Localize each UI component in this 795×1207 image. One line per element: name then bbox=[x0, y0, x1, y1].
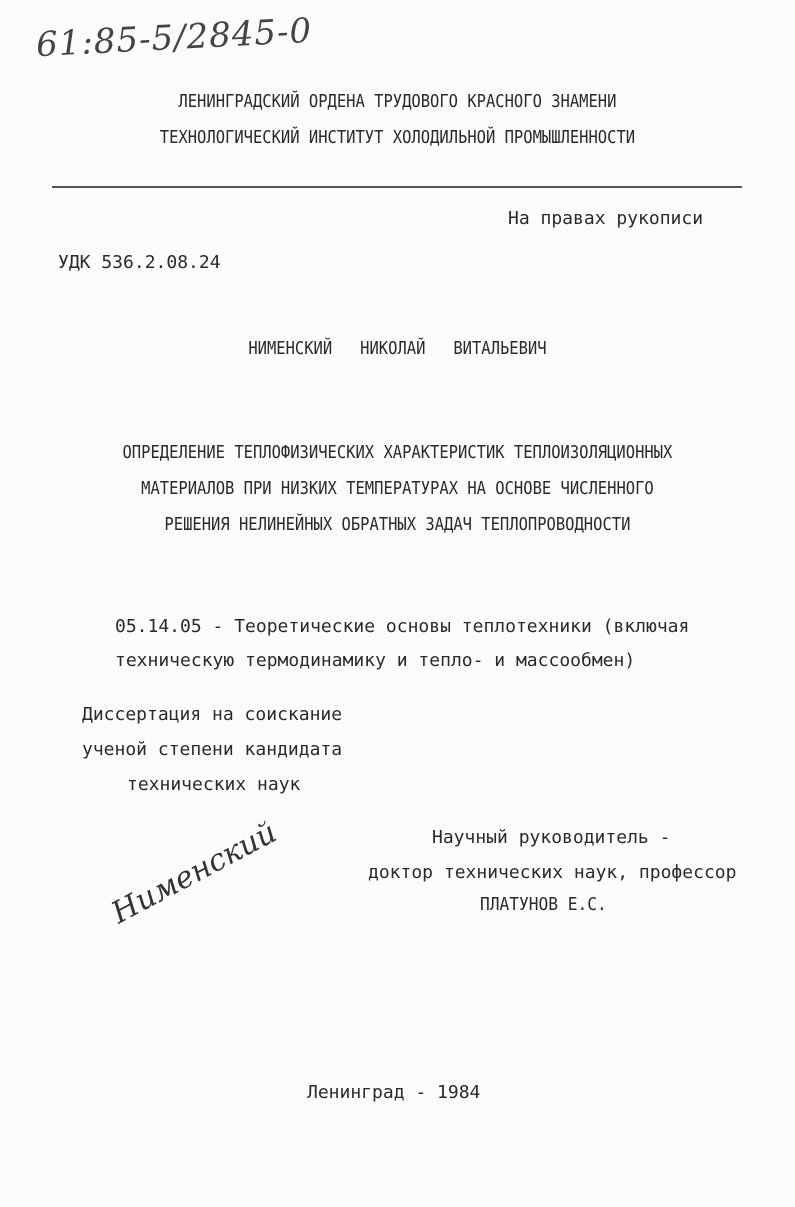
specialty-line-1: 05.14.05 - Теоретические основы теплотехники (включая bbox=[115, 616, 690, 637]
advisor-line-3: ПЛАТУНОВ Е.С. bbox=[480, 894, 607, 915]
header-divider bbox=[52, 186, 742, 188]
author-signature: Нименский bbox=[106, 814, 283, 931]
advisor-line-1: Научный руководитель - bbox=[432, 827, 671, 848]
institution-line-1: ЛЕНИНГРАДСКИЙ ОРДЕНА ТРУДОВОГО КРАСНОГО ЗНАМЕНИ bbox=[178, 91, 617, 112]
rights-notice: На правах рукописи bbox=[508, 208, 704, 229]
specialty-line-2: техническую термодинамику и тепло- и массообмен) bbox=[115, 650, 636, 671]
degree-line-3: технических наук bbox=[127, 774, 301, 795]
title-line-1: ОПРЕДЕЛЕНИЕ ТЕПЛОФИЗИЧЕСКИХ ХАРАКТЕРИСТИК ТЕПЛОИЗОЛЯЦИОННЫХ bbox=[122, 442, 673, 463]
degree-line-2: ученой степени кандидата bbox=[82, 739, 343, 760]
author-name: НИМЕНСКИЙ НИКОЛАЙ ВИТАЛЬЕВИЧ bbox=[248, 338, 547, 359]
udc-code: УДК 536.2.08.24 bbox=[58, 252, 221, 273]
advisor-line-2: доктор технических наук, профессор bbox=[368, 862, 737, 883]
archive-note: 61:85-5/2845-0 bbox=[35, 10, 314, 66]
degree-line-1: Диссертация на соискание bbox=[82, 704, 343, 725]
city-year: Ленинград - 1984 bbox=[307, 1082, 481, 1103]
title-line-2: МАТЕРИАЛОВ ПРИ НИЗКИХ ТЕМПЕРАТУРАХ НА ОСНОВЕ ЧИСЛЕННОГО bbox=[141, 478, 654, 499]
institution-line-2: ТЕХНОЛОГИЧЕСКИЙ ИНСТИТУТ ХОЛОДИЛЬНОЙ ПРОМЫШЛЕННОСТИ bbox=[159, 127, 636, 148]
title-line-3: РЕШЕНИЯ НЕЛИНЕЙНЫХ ОБРАТНЫХ ЗАДАЧ ТЕПЛОПРОВОДНОСТИ bbox=[164, 514, 631, 535]
